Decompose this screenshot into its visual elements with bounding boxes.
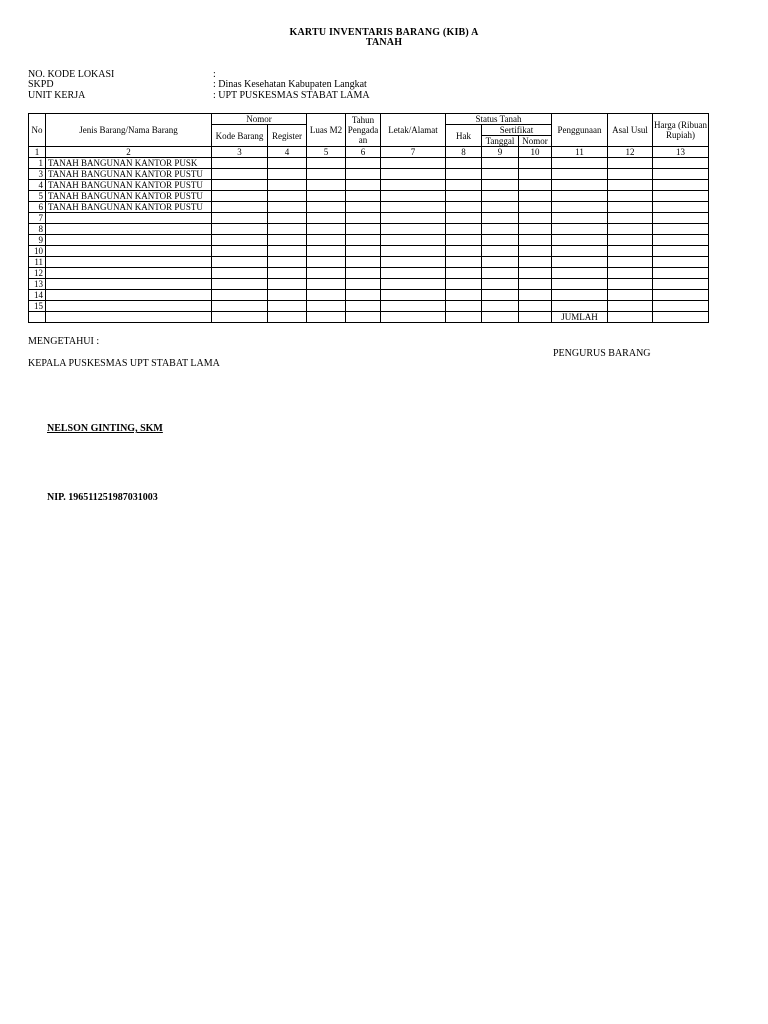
table-cell bbox=[482, 169, 519, 180]
table-cell bbox=[381, 290, 446, 301]
kepala-puskesmas-label: KEPALA PUSKESMAS UPT STABAT LAMA bbox=[28, 358, 220, 369]
table-cell bbox=[482, 312, 519, 323]
table-cell bbox=[346, 202, 381, 213]
table-cell bbox=[446, 213, 482, 224]
table-cell bbox=[552, 268, 608, 279]
row-number: 10 bbox=[29, 246, 46, 257]
table-cell bbox=[307, 191, 346, 202]
table-cell bbox=[446, 180, 482, 191]
column-number-cell: 8 bbox=[446, 147, 482, 158]
table-cell bbox=[608, 279, 653, 290]
table-cell bbox=[653, 268, 709, 279]
table-cell bbox=[482, 180, 519, 191]
row-item-name bbox=[46, 257, 212, 268]
table-cell bbox=[608, 301, 653, 312]
table-cell bbox=[446, 169, 482, 180]
table-cell bbox=[307, 213, 346, 224]
row-number: 6 bbox=[29, 202, 46, 213]
table-cell bbox=[268, 279, 307, 290]
table-cell bbox=[552, 246, 608, 257]
table-cell bbox=[653, 290, 709, 301]
header-tahun: Tahun Pengada an bbox=[346, 114, 381, 147]
table-cell bbox=[307, 246, 346, 257]
table-row bbox=[29, 257, 709, 268]
column-number-cell: 5 bbox=[307, 147, 346, 158]
table-cell bbox=[519, 158, 552, 169]
table-cell bbox=[653, 301, 709, 312]
table-cell bbox=[268, 312, 307, 323]
document-subtitle: TANAH bbox=[365, 37, 403, 48]
table-cell bbox=[608, 213, 653, 224]
table-cell bbox=[212, 290, 268, 301]
table-cell bbox=[608, 224, 653, 235]
table-cell bbox=[212, 202, 268, 213]
table-cell bbox=[653, 279, 709, 290]
table-cell bbox=[268, 158, 307, 169]
table-cell bbox=[482, 268, 519, 279]
table-cell bbox=[346, 224, 381, 235]
row-item-name bbox=[46, 290, 212, 301]
mengetahui-label: MENGETAHUI : bbox=[28, 336, 100, 347]
table-cell bbox=[212, 169, 268, 180]
table-cell bbox=[381, 246, 446, 257]
table-cell bbox=[346, 246, 381, 257]
column-number-cell: 7 bbox=[381, 147, 446, 158]
table-cell bbox=[381, 191, 446, 202]
table-cell bbox=[381, 279, 446, 290]
column-number-cell: 4 bbox=[268, 147, 307, 158]
table-cell bbox=[519, 224, 552, 235]
table-cell bbox=[212, 312, 268, 323]
table-cell bbox=[346, 257, 381, 268]
table-cell bbox=[552, 301, 608, 312]
table-cell bbox=[608, 257, 653, 268]
table-cell bbox=[519, 312, 552, 323]
table-row bbox=[29, 224, 709, 235]
table-cell bbox=[653, 158, 709, 169]
header-tanggal: Tanggal bbox=[482, 136, 519, 147]
table-cell bbox=[268, 268, 307, 279]
table-cell bbox=[346, 180, 381, 191]
table-cell bbox=[381, 202, 446, 213]
table-cell bbox=[446, 246, 482, 257]
table-cell bbox=[608, 180, 653, 191]
table-cell bbox=[482, 191, 519, 202]
table-cell bbox=[346, 290, 381, 301]
table-cell bbox=[268, 191, 307, 202]
table-cell bbox=[519, 257, 552, 268]
table-cell bbox=[381, 180, 446, 191]
table-cell bbox=[519, 180, 552, 191]
table-cell bbox=[608, 268, 653, 279]
skpd-label: SKPD bbox=[28, 79, 54, 90]
column-number-cell: 11 bbox=[552, 147, 608, 158]
table-cell bbox=[212, 158, 268, 169]
table-row bbox=[29, 279, 709, 290]
kode-lokasi-label: NO. KODE LOKASI bbox=[28, 69, 115, 80]
table-cell bbox=[212, 180, 268, 191]
column-number-cell: 12 bbox=[608, 147, 653, 158]
table-cell bbox=[446, 290, 482, 301]
table-cell bbox=[446, 235, 482, 246]
table-cell bbox=[552, 279, 608, 290]
table-cell bbox=[212, 246, 268, 257]
table-cell bbox=[212, 213, 268, 224]
column-number-cell: 6 bbox=[346, 147, 381, 158]
table-cell bbox=[346, 312, 381, 323]
table-cell bbox=[46, 312, 212, 323]
table-cell bbox=[482, 290, 519, 301]
header-register: Register bbox=[268, 125, 307, 147]
table-cell bbox=[653, 169, 709, 180]
column-number-cell: 10 bbox=[519, 147, 552, 158]
table-cell bbox=[29, 312, 46, 323]
table-cell bbox=[346, 279, 381, 290]
table-cell bbox=[552, 169, 608, 180]
table-cell bbox=[482, 279, 519, 290]
table-cell bbox=[653, 224, 709, 235]
inventory-table bbox=[28, 113, 709, 323]
document-title: KARTU INVENTARIS BARANG (KIB) A bbox=[289, 27, 479, 38]
table-cell bbox=[608, 312, 653, 323]
header-no: No bbox=[29, 114, 46, 147]
table-cell bbox=[381, 257, 446, 268]
table-cell bbox=[446, 158, 482, 169]
table-cell bbox=[268, 246, 307, 257]
table-cell bbox=[653, 180, 709, 191]
table-cell bbox=[519, 213, 552, 224]
table-cell bbox=[212, 268, 268, 279]
table-cell bbox=[381, 301, 446, 312]
table-row bbox=[29, 235, 709, 246]
table-cell bbox=[446, 301, 482, 312]
row-number: 15 bbox=[29, 301, 46, 312]
header-asal-usul: Asal Usul bbox=[608, 114, 653, 147]
table-cell bbox=[482, 224, 519, 235]
table-cell bbox=[268, 169, 307, 180]
table-cell bbox=[653, 246, 709, 257]
table-row bbox=[29, 213, 709, 224]
table-cell bbox=[482, 257, 519, 268]
column-number-cell: 13 bbox=[653, 147, 709, 158]
row-item-name: TANAH BANGUNAN KANTOR PUSTU bbox=[46, 169, 212, 180]
signer-nip: NIP. 196511251987031003 bbox=[47, 492, 158, 503]
skpd-value: : Dinas Kesehatan Kabupaten Langkat bbox=[213, 79, 367, 90]
column-number-cell: 9 bbox=[482, 147, 519, 158]
table-cell bbox=[552, 158, 608, 169]
table-cell bbox=[608, 246, 653, 257]
table-cell bbox=[268, 257, 307, 268]
header-penggunaan: Penggunaan bbox=[552, 114, 608, 147]
table-cell bbox=[346, 191, 381, 202]
table-cell bbox=[307, 290, 346, 301]
table-cell bbox=[346, 213, 381, 224]
table-cell bbox=[446, 191, 482, 202]
header-nomor-sertifikat: Nomor bbox=[519, 136, 552, 147]
table-cell bbox=[346, 235, 381, 246]
table-cell bbox=[519, 301, 552, 312]
row-item-name bbox=[46, 246, 212, 257]
table-cell bbox=[653, 202, 709, 213]
table-cell bbox=[446, 279, 482, 290]
table-cell bbox=[307, 180, 346, 191]
table-cell bbox=[268, 301, 307, 312]
table-row bbox=[29, 169, 709, 180]
header-jenis-barang: Jenis Barang/Nama Barang bbox=[46, 114, 212, 147]
table-cell bbox=[519, 191, 552, 202]
row-number: 13 bbox=[29, 279, 46, 290]
table-cell bbox=[446, 202, 482, 213]
table-cell bbox=[381, 235, 446, 246]
column-number-cell: 1 bbox=[29, 147, 46, 158]
table-cell bbox=[307, 169, 346, 180]
table-cell bbox=[307, 202, 346, 213]
table-cell bbox=[552, 213, 608, 224]
table-cell bbox=[212, 191, 268, 202]
table-cell bbox=[307, 224, 346, 235]
row-number: 5 bbox=[29, 191, 46, 202]
table-cell bbox=[552, 290, 608, 301]
row-item-name: TANAH BANGUNAN KANTOR PUSTU bbox=[46, 202, 212, 213]
table-cell bbox=[446, 268, 482, 279]
table-cell bbox=[552, 191, 608, 202]
pengurus-barang-label: PENGURUS BARANG bbox=[553, 348, 651, 359]
table-cell bbox=[608, 158, 653, 169]
table-row bbox=[29, 268, 709, 279]
header-status-tanah: Status Tanah bbox=[446, 114, 552, 125]
table-cell bbox=[381, 312, 446, 323]
table-cell bbox=[381, 158, 446, 169]
table-cell bbox=[552, 257, 608, 268]
table-cell bbox=[212, 301, 268, 312]
unit-kerja-value: : UPT PUSKESMAS STABAT LAMA bbox=[213, 90, 370, 101]
table-cell bbox=[268, 213, 307, 224]
header-kode-barang: Kode Barang bbox=[212, 125, 268, 147]
row-item-name bbox=[46, 235, 212, 246]
table-cell bbox=[552, 224, 608, 235]
row-item-name bbox=[46, 301, 212, 312]
table-cell bbox=[381, 169, 446, 180]
table-cell bbox=[268, 290, 307, 301]
table-row bbox=[29, 301, 709, 312]
table-cell bbox=[653, 191, 709, 202]
table-row bbox=[29, 290, 709, 301]
table-cell bbox=[519, 268, 552, 279]
row-item-name: TANAH BANGUNAN KANTOR PUSTU bbox=[46, 180, 212, 191]
row-number: 8 bbox=[29, 224, 46, 235]
table-cell bbox=[519, 235, 552, 246]
header-letak: Letak/Alamat bbox=[381, 114, 446, 147]
table-cell bbox=[519, 246, 552, 257]
table-cell bbox=[519, 169, 552, 180]
table-cell bbox=[212, 279, 268, 290]
table-cell bbox=[307, 268, 346, 279]
table-cell bbox=[307, 279, 346, 290]
total-row bbox=[29, 312, 709, 323]
table-cell bbox=[446, 312, 482, 323]
row-number: 4 bbox=[29, 180, 46, 191]
table-cell bbox=[307, 235, 346, 246]
table-cell bbox=[482, 158, 519, 169]
table-cell bbox=[212, 257, 268, 268]
header-sertifikat: Sertifikat bbox=[482, 125, 552, 136]
row-item-name: TANAH BANGUNAN KANTOR PUSK bbox=[46, 158, 212, 169]
table-cell bbox=[552, 235, 608, 246]
column-number-cell: 3 bbox=[212, 147, 268, 158]
row-number: 7 bbox=[29, 213, 46, 224]
table-cell bbox=[608, 290, 653, 301]
table-cell bbox=[307, 301, 346, 312]
column-number-cell: 2 bbox=[46, 147, 212, 158]
row-number: 9 bbox=[29, 235, 46, 246]
table-cell bbox=[519, 202, 552, 213]
table-cell bbox=[608, 202, 653, 213]
table-cell bbox=[653, 213, 709, 224]
table-cell bbox=[519, 279, 552, 290]
table-cell bbox=[608, 169, 653, 180]
row-item-name bbox=[46, 213, 212, 224]
table-cell bbox=[381, 224, 446, 235]
table-cell bbox=[268, 224, 307, 235]
row-number: 3 bbox=[29, 169, 46, 180]
table-cell bbox=[653, 312, 709, 323]
table-cell bbox=[268, 180, 307, 191]
header-harga: Harga (Ribuan Rupiah) bbox=[653, 114, 709, 147]
table-row bbox=[29, 202, 709, 213]
table-cell bbox=[482, 235, 519, 246]
row-item-name: TANAH BANGUNAN KANTOR PUSTU bbox=[46, 191, 212, 202]
table-cell bbox=[552, 180, 608, 191]
table-cell bbox=[381, 268, 446, 279]
kode-lokasi-value: : bbox=[213, 69, 216, 80]
table-cell bbox=[381, 213, 446, 224]
table-cell bbox=[446, 257, 482, 268]
header-hak: Hak bbox=[446, 125, 482, 147]
table-cell bbox=[268, 202, 307, 213]
table-cell bbox=[482, 213, 519, 224]
row-item-name bbox=[46, 268, 212, 279]
table-cell bbox=[482, 301, 519, 312]
table-cell bbox=[519, 290, 552, 301]
row-item-name bbox=[46, 279, 212, 290]
table-row bbox=[29, 191, 709, 202]
header-luas: Luas M2 bbox=[307, 114, 346, 147]
table-cell bbox=[212, 224, 268, 235]
table-cell bbox=[346, 158, 381, 169]
table-cell bbox=[346, 169, 381, 180]
row-number: 1 bbox=[29, 158, 46, 169]
table-cell bbox=[307, 257, 346, 268]
row-number: 14 bbox=[29, 290, 46, 301]
table-cell bbox=[653, 257, 709, 268]
table-row bbox=[29, 158, 709, 169]
table-row bbox=[29, 246, 709, 257]
table-cell bbox=[346, 268, 381, 279]
table-cell bbox=[212, 235, 268, 246]
table-cell bbox=[608, 235, 653, 246]
table-cell bbox=[307, 312, 346, 323]
signer-name: NELSON GINTING, SKM bbox=[47, 423, 163, 434]
table-cell bbox=[608, 191, 653, 202]
table-cell bbox=[346, 301, 381, 312]
table-cell bbox=[482, 202, 519, 213]
table-cell bbox=[653, 235, 709, 246]
table-cell bbox=[307, 158, 346, 169]
table-row bbox=[29, 180, 709, 191]
row-item-name bbox=[46, 224, 212, 235]
row-number: 12 bbox=[29, 268, 46, 279]
total-label: JUMLAH bbox=[552, 312, 608, 323]
row-number: 11 bbox=[29, 257, 46, 268]
table-cell bbox=[268, 235, 307, 246]
table-cell bbox=[446, 224, 482, 235]
unit-kerja-label: UNIT KERJA bbox=[28, 90, 86, 101]
header-nomor: Nomor bbox=[212, 114, 307, 125]
table-cell bbox=[482, 246, 519, 257]
table-cell bbox=[552, 202, 608, 213]
